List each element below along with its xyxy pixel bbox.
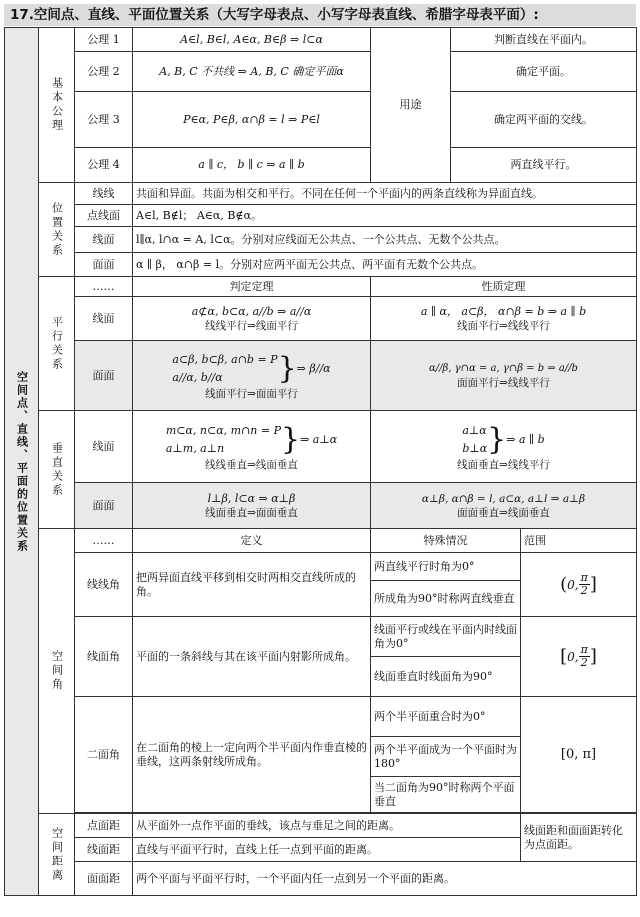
angle-3-special-2: 两个半平面成为一个平面时为180° xyxy=(371,737,521,777)
angle-2-special-1: 线面平行或线在平面内时线面角为0° xyxy=(371,617,521,657)
position-1-name: 线线 xyxy=(75,183,133,205)
axiom-1-content: A∈l, B∈l, A∈α, B∈β ⇒ l⊂α xyxy=(133,28,371,52)
perp-2-judge-text: 线面垂直⇒面面垂直 xyxy=(205,506,298,519)
angles-def-header: 定义 xyxy=(133,529,371,553)
angle-3-range: [0, π] xyxy=(521,697,637,813)
distance-3-content: 两个平面与平面平行时，一个平面内任一点到另一个平面的距离。 xyxy=(133,862,637,896)
angle-2-name: 线面角 xyxy=(75,617,133,697)
axioms-uses-label: 用途 xyxy=(371,28,451,183)
angle-2-special-2: 线面垂直时线面角为90° xyxy=(371,657,521,697)
perp-2-judge-formula: l⊥β, l⊂α ⇒ α⊥β xyxy=(207,491,296,505)
axioms-group-label: 基本公理 xyxy=(39,28,75,183)
angles-group-label: 空间角 xyxy=(39,529,75,814)
parallel-ellipsis: …… xyxy=(75,277,133,297)
parallel-2-judge-result: ⇒ β//α xyxy=(296,361,331,375)
axiom-3-name: 公理 3 xyxy=(75,92,133,148)
perp-1-judge-line1: m⊂α, n⊂α, m∩n = P xyxy=(165,423,281,437)
distance-1-name: 点面距 xyxy=(75,814,133,838)
perp-1-prop-result: ⇒ a ∥ b xyxy=(506,432,545,446)
parallel-2-brace: } xyxy=(277,350,297,386)
parallel-group-label: 平行关系 xyxy=(39,277,75,411)
perp-row-1-name: 线面 xyxy=(75,411,133,483)
perp-2-prop-formula: α⊥β, α∩β = l, a⊂α, a⊥l ⇒ a⊥β xyxy=(421,492,586,505)
parallel-row-1-name: 线面 xyxy=(75,297,133,341)
angle-1-name: 线线角 xyxy=(75,553,133,617)
perpendicular-group-label: 垂直关系 xyxy=(39,411,75,529)
parallel-2-prop-text: 面面平行⇒线线平行 xyxy=(457,376,550,389)
angle-3-name: 二面角 xyxy=(75,697,133,813)
perp-1-prop-text: 线面垂直⇒线线平行 xyxy=(457,458,550,471)
left-category-label: 空间点、直线、平面的位置关系 xyxy=(5,28,39,896)
angle-2-def: 平面的一条斜线与其在该平面内射影所成角。 xyxy=(133,617,371,697)
axiom-4-content: a ∥ c， b ∥ c ⇒ a ∥ b xyxy=(133,148,371,183)
perp-2-prop-text: 面面垂直⇒线面垂直 xyxy=(457,506,550,519)
parallel-1-judge-text: 线线平行⇒线面平行 xyxy=(205,319,298,332)
axiom-1-name: 公理 1 xyxy=(75,28,133,52)
angles-range-header: 范围 xyxy=(521,529,637,553)
angle-3-special-1: 两个半平面重合时为0° xyxy=(371,697,521,737)
parallel-2-judge-text: 线面平行⇒面面平行 xyxy=(205,387,298,400)
distance-2-name: 线面距 xyxy=(75,838,133,862)
distance-2-content: 直线与平面平行时，直线上任一点到平面的距离。 xyxy=(133,838,521,862)
distance-1-content: 从平面外一点作平面的垂线，该点与垂足之间的距离。 xyxy=(133,814,521,838)
axiom-4-name: 公理 4 xyxy=(75,148,133,183)
perp-1-prop-brace: } xyxy=(487,421,507,457)
angles-ellipsis: …… xyxy=(75,529,133,553)
parallel-1-prop-formula: a ∥ α， a⊂β， α∩β = b ⇒ a ∥ b xyxy=(420,304,587,318)
angle-3-special-3: 当二面角为90°时称两个平面垂直 xyxy=(371,777,521,813)
position-3-name: 线面 xyxy=(75,227,133,253)
angle-3-def: 在二面角的棱上一定向两个半平面内作垂直棱的垂线，这两条射线所成角。 xyxy=(133,697,371,813)
position-4-content: α ∥ β， α∩β = l。分别对应两平面无公共点、两平面有无数个公共点。 xyxy=(133,253,637,277)
parallel-row-2-name: 面面 xyxy=(75,341,133,411)
angle-1-range: ( 0, $\frac{\pi}{2}$ ] xyxy=(521,553,637,617)
axiom-4-use: 两直线平行。 xyxy=(451,148,637,183)
distance-note: 线面距和面面距转化为点面距。 xyxy=(521,814,637,862)
angle-1-special-1: 两直线平行时角为0° xyxy=(371,553,521,581)
position-1-content: 共面和异面。共面为相交和平行。不同在任何一个平面内的两条直线称为异面直线。 xyxy=(133,183,637,205)
perp-1-prop-line1: a⊥α xyxy=(462,423,487,437)
axiom-1-use: 判断直线在平面内。 xyxy=(451,28,637,52)
position-2-content: A∈l, B∉l； A∈α, B∉α。 xyxy=(133,205,637,227)
axiom-2-content: A, B, C 不共线 ⇒ A, B, C 确定平面α xyxy=(133,52,371,92)
angle-2-range: [ 0, $\frac{\pi}{2}$ ] xyxy=(521,617,637,697)
position-group-label: 位置关系 xyxy=(39,183,75,277)
perp-1-judge-result: ⇒ a⊥α xyxy=(300,432,338,446)
distance-group-label: 空间距离 xyxy=(39,814,75,896)
axiom-3-use: 确定两平面的交线。 xyxy=(451,92,637,148)
perp-1-judge-text: 线线垂直⇒线面垂直 xyxy=(205,458,298,471)
perp-1-judge-line2: a⊥m, a⊥n xyxy=(165,441,225,455)
summary-table xyxy=(4,27,637,896)
axiom-2-name: 公理 2 xyxy=(75,52,133,92)
parallel-prop-header: 性质定理 xyxy=(371,277,637,297)
perp-1-prop-line2: b⊥α xyxy=(462,441,488,455)
section-title: 17.空间点、直线、平面位置关系（大写字母表点、小写字母表直线、希腊字母表平面）: xyxy=(4,4,636,26)
angle-1-special-2: 所成角为90°时称两直线垂直 xyxy=(371,581,521,617)
axiom-3-content: P∈α, P∈β, α∩β = l ⇒ P∈l xyxy=(133,92,371,148)
parallel-1-prop-text: 线面平行⇒线线平行 xyxy=(457,319,550,332)
parallel-1-judge-formula: a⊄α, b⊂α, a//b ⇒ a//α xyxy=(191,304,312,318)
parallel-judge-header: 判定定理 xyxy=(133,277,371,297)
parallel-2-judge-line2: a//α, b//α xyxy=(172,370,223,384)
parallel-2-prop-formula: α//β, γ∩α = a, γ∩β = b ⇒ a//b xyxy=(429,362,578,374)
perp-1-judge-brace: } xyxy=(281,421,301,457)
perp-row-2-name: 面面 xyxy=(75,483,133,529)
angle-1-def: 把两异面直线平移到相交时两相交直线所成的角。 xyxy=(133,553,371,617)
parallel-2-judge-line1: a⊂β, b⊂β, a∩b = P xyxy=(172,352,278,366)
position-4-name: 面面 xyxy=(75,253,133,277)
axiom-2-use: 确定平面。 xyxy=(451,52,637,92)
position-3-content: l∥α, l∩α = A, l⊂α。分别对应线面无公共点、一个公共点、无数个公共点。 xyxy=(133,227,637,253)
position-2-name: 点线面 xyxy=(75,205,133,227)
angles-special-header: 特殊情况 xyxy=(371,529,521,553)
distance-3-name: 面面距 xyxy=(75,862,133,896)
